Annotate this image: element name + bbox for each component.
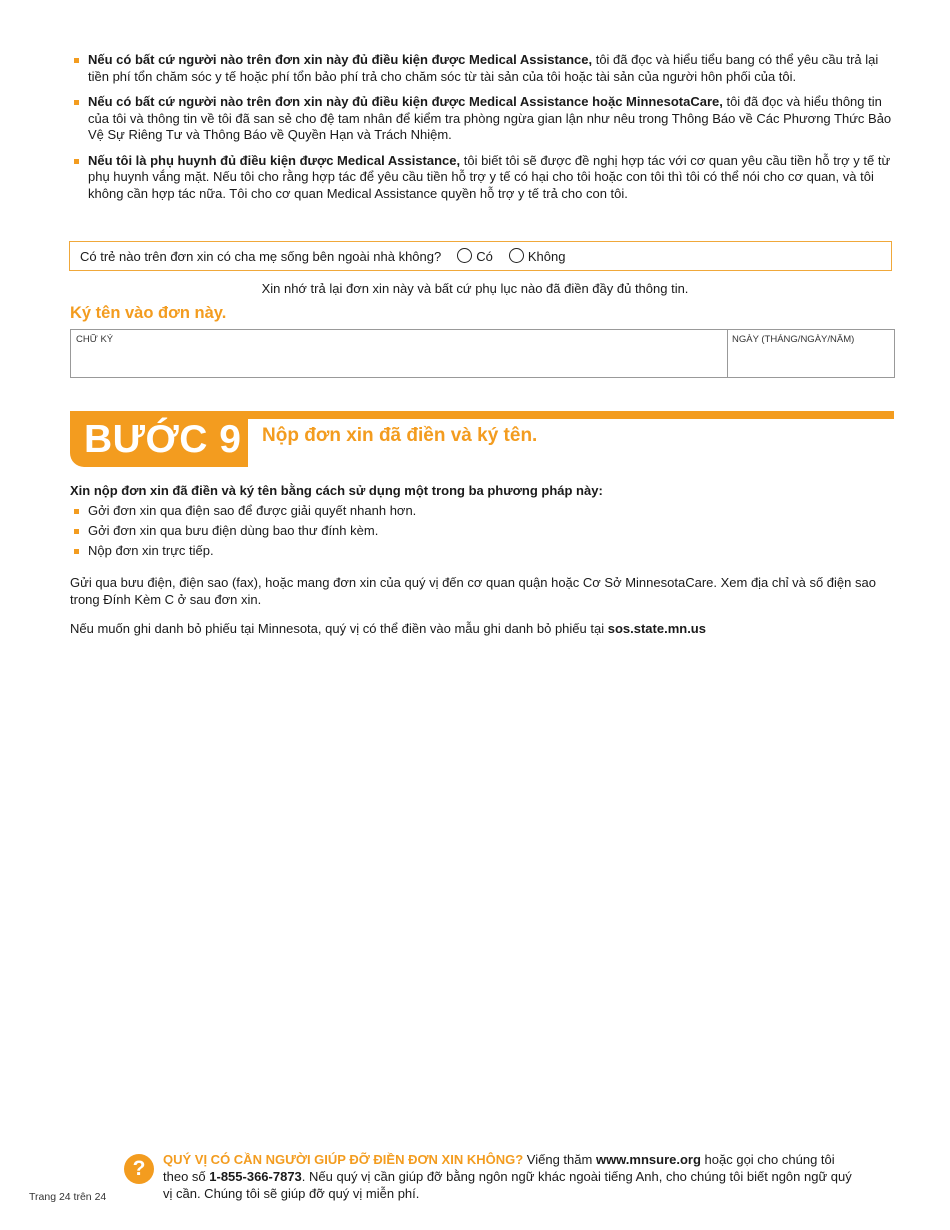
bullet-square-icon <box>74 529 79 534</box>
step-title: Nộp đơn xin đã điền và ký tên. <box>262 425 538 446</box>
help-notice: QUÝ VỊ CÓ CẦN NGƯỜI GIÚP ĐỠ ĐIỀN ĐƠN XIN KHÔNG? Viếng thăm www.mnsure.org hoặc gọi cho chúng tôi theo số 1-855-366-7873. Nếu quý vị cần giúp đỡ bằng ngôn ngữ khác ngoài tiếng Anh, cho chúng tôi biết ngôn ngữ quý vị cần. Chúng tôi sẽ giúp đỡ quý vị miễn phí. <box>163 1152 852 1201</box>
question-text: Có trẻ nào trên đơn xin có cha mẹ sống bên ngoài nhà không? <box>80 248 442 264</box>
submit-intro: Xin nộp đơn xin đã điền và ký tên bằng cách sử dụng một trong ba phương pháp này: <box>70 483 603 498</box>
page-number: Trang 24 trên 24 <box>29 1191 107 1203</box>
no-radio[interactable] <box>509 248 524 263</box>
list-item: Nếu tôi là phụ huynh đủ điều kiện được Medical Assistance, tôi biết tôi sẽ được đề nghị hợp tác với cơ quan yêu cầu tiền hỗ trợ y tế từ phụ huynh vắng mặt. Nếu tôi cho rằng hợp tác để yêu cầu tiền hỗ trợ y tế có hại cho tôi hoặc con tôi thì tôi có thể nói cho cơ quan, và tôi không cần hợp tác nữa. Tôi cho cơ quan Medical Assistance quyền hỗ trợ y tế trả cho con tôi. <box>72 153 894 203</box>
signature-box <box>70 329 895 378</box>
list-item: Gởi đơn xin qua bưu điện dùng bao thư đính kèm. <box>72 523 892 539</box>
question-mark-icon: ? <box>124 1154 154 1184</box>
list-item: Gởi đơn xin qua điện sao để được giải quyết nhanh hơn. <box>72 503 892 519</box>
list-item: Nếu có bất cứ người nào trên đơn xin này đủ điều kiện được Medical Assistance hoặc MinnesotaCare, tôi đã đọc và hiểu thông tin của tôi và thông tin về tôi đã san sẻ cho đệ tam nhân để kiểm tra phòng ngừa gian lận như nêu trong Thông Báo về Các Phương Thức Bảo Vệ Sự Riêng Tư và Thông Báo về Quyền Hạn và Trách Nhiệm. <box>72 94 894 144</box>
list-item: Nếu có bất cứ người nào trên đơn xin này đủ điều kiện được Medical Assistance, tôi đã đọc và hiểu tiểu bang có thể yêu cầu trả lại tiền phí tổn chăm sóc y tế hoặc phí tổn bảo phí trả cho chăm sóc từ tài sản của tôi hoặc tài sản của người hôn phối của tôi. <box>72 52 894 85</box>
bullet-square-icon <box>74 58 79 63</box>
submit-methods <box>72 503 892 563</box>
signature-field[interactable]: CHỮ KÝ <box>76 334 114 345</box>
date-field[interactable]: NGÀY (THÁNG/NGÀY/NĂM) <box>732 334 855 345</box>
divider <box>727 330 728 377</box>
mailing-instructions: Gửi qua bưu điện, điện sao (fax), hoặc mang đơn xin của quý vị đến cơ quan quận hoặc Cơ Sở MinnesotaCare. Xem địa chỉ và số điện sao trong Đính Kèm C ở sau đơn xin. <box>70 575 876 607</box>
acknowledgement-list <box>72 52 894 211</box>
help-phone[interactable]: 1-855-366-7873 <box>209 1169 302 1184</box>
list-item: Nộp đơn xin trực tiếp. <box>72 543 892 559</box>
voter-registration-link[interactable]: sos.state.mn.us <box>607 621 706 636</box>
yes-radio[interactable] <box>457 248 472 263</box>
step-number: BƯỚC 9 <box>84 418 242 461</box>
parent-outside-home-question <box>69 241 892 271</box>
no-option[interactable]: Không <box>509 248 566 264</box>
bullet-square-icon <box>74 549 79 554</box>
mnsure-link[interactable]: www.mnsure.org <box>595 1152 701 1167</box>
bullet-square-icon <box>74 159 79 164</box>
sign-heading: Ký tên vào đơn này. <box>70 304 227 322</box>
bullet-square-icon <box>74 509 79 514</box>
return-reminder: Xin nhớ trả lại đơn xin này và bất cứ phụ lục nào đã điền đầy đủ thông tin. <box>261 281 689 296</box>
voter-registration-note: Nếu muốn ghi danh bỏ phiếu tại Minnesota, quý vị có thể điền vào mẫu ghi danh bỏ phiếu tại sos.state.mn.us <box>70 621 706 636</box>
bullet-square-icon <box>74 100 79 105</box>
yes-option[interactable]: Có <box>457 248 493 264</box>
